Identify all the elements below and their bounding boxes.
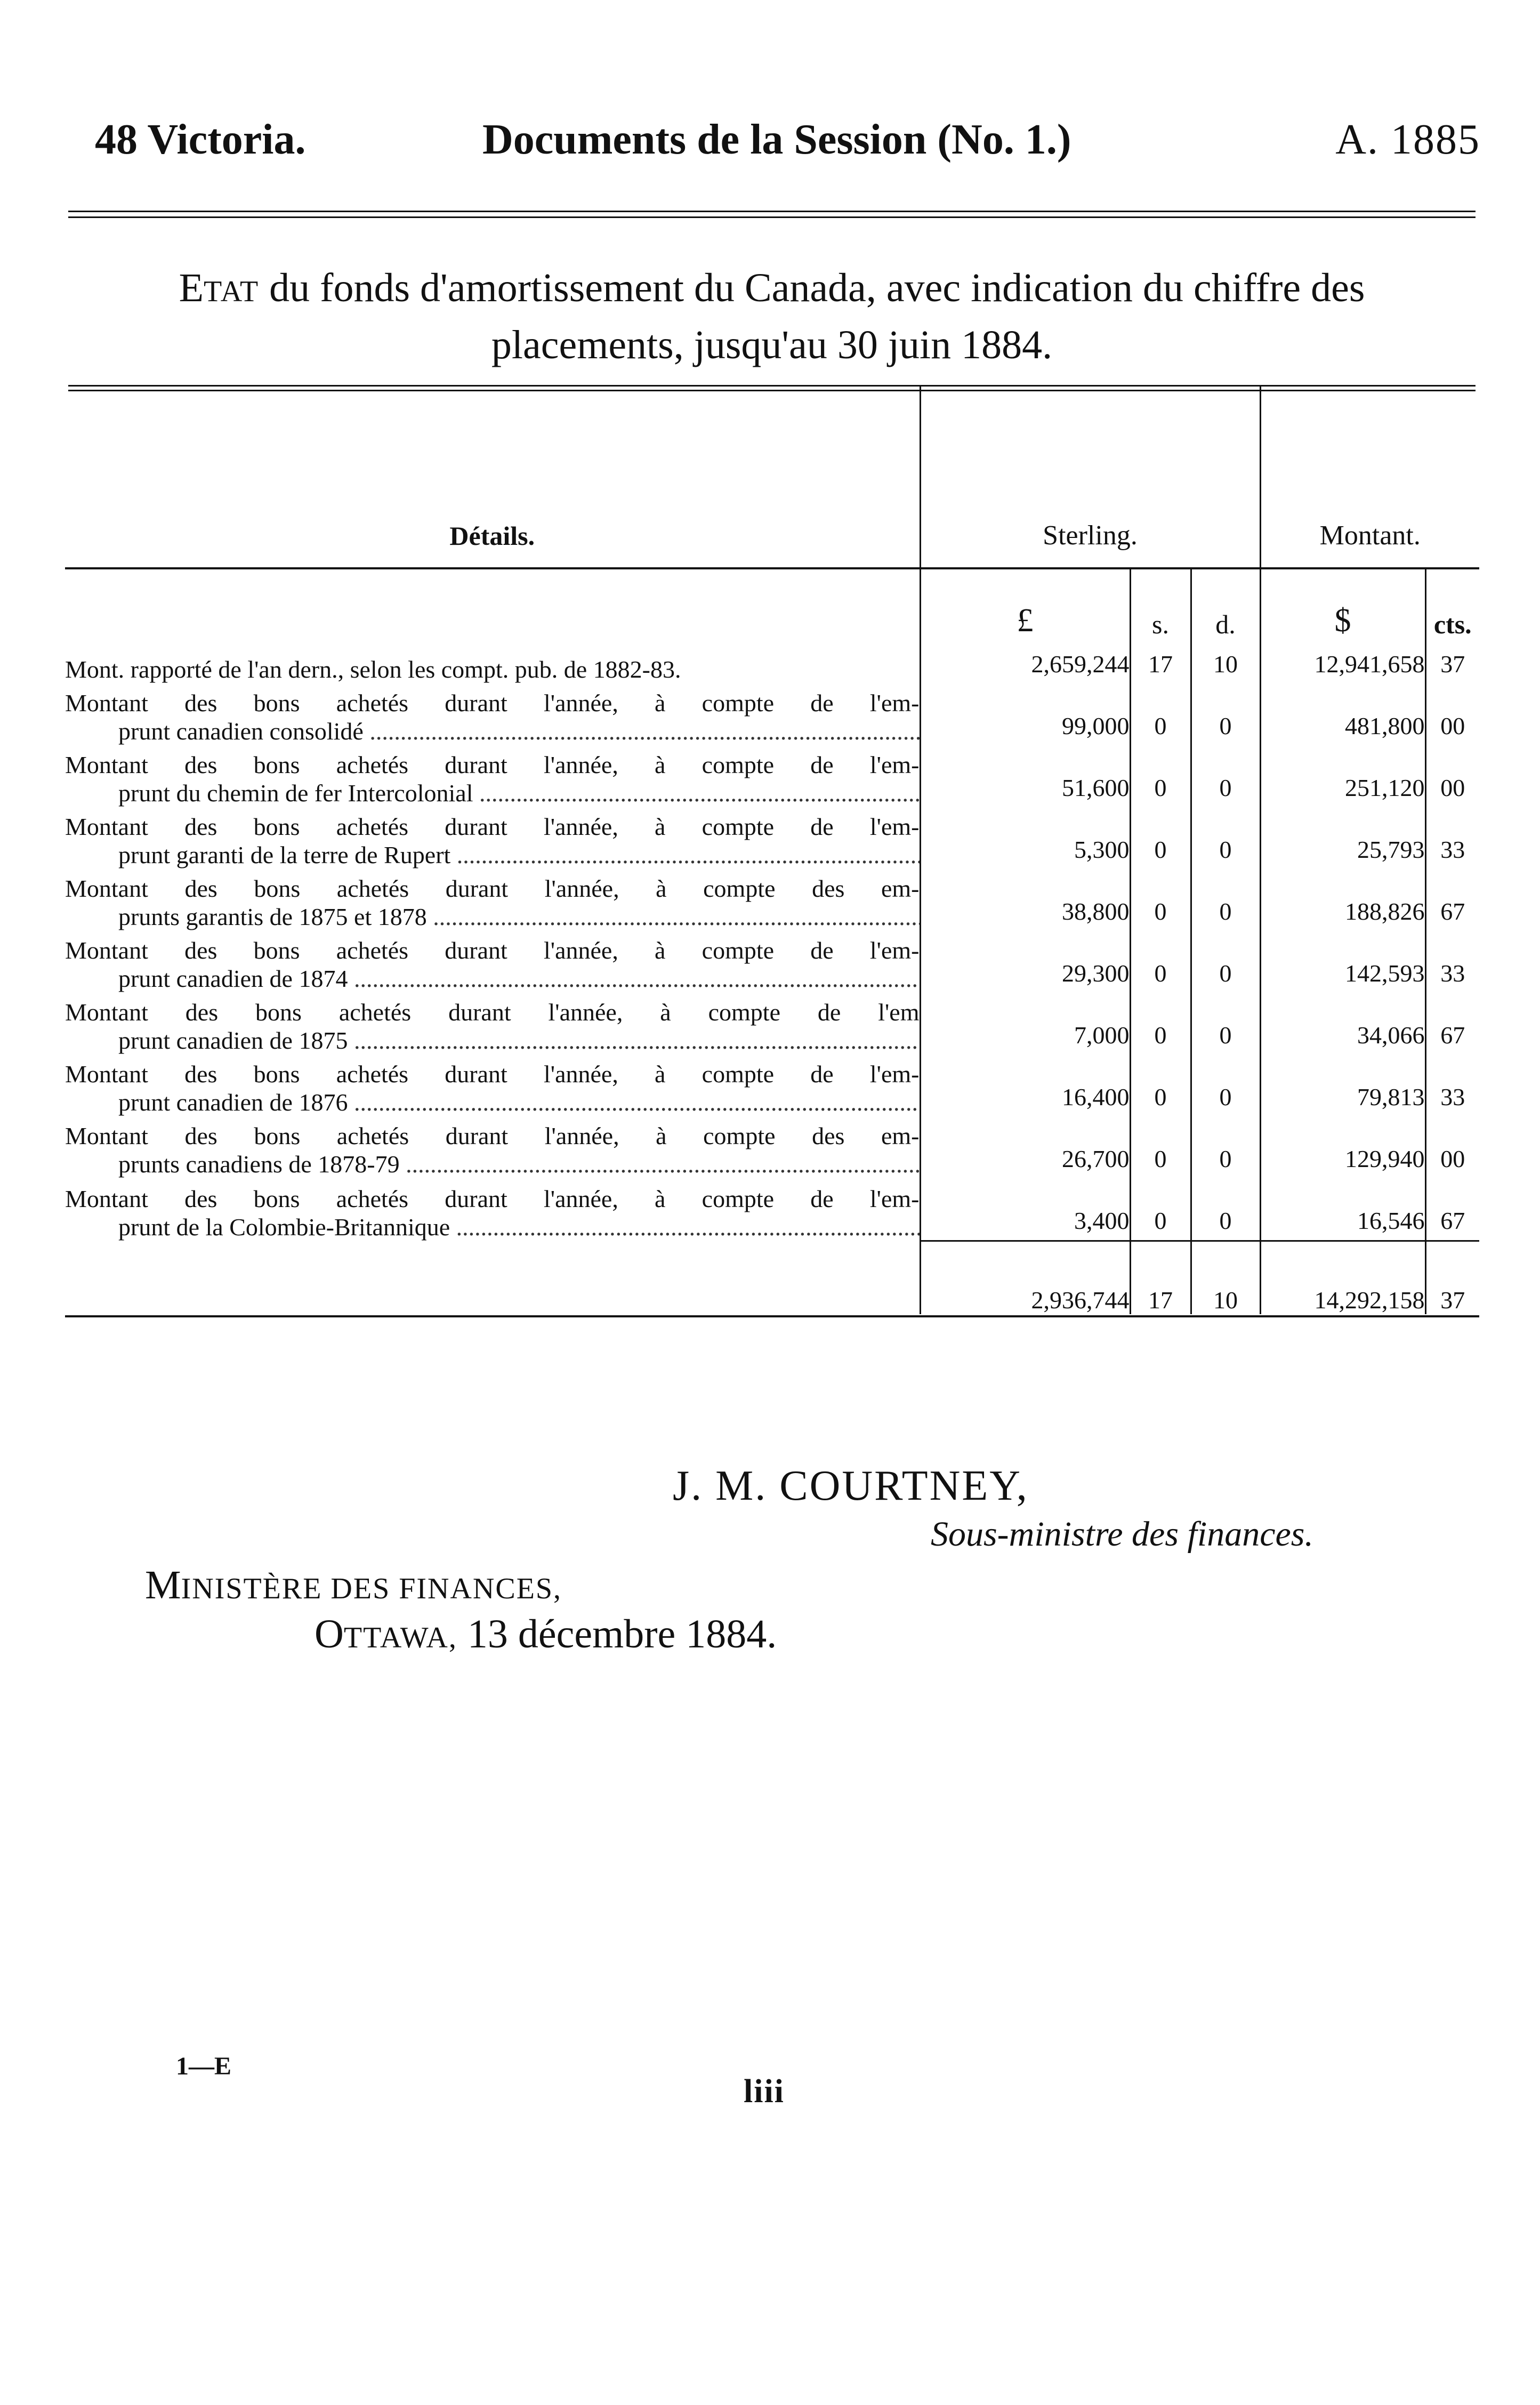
table-row <box>65 640 1479 683</box>
row-cents: 67 <box>1425 993 1479 1055</box>
row-shillings: 0 <box>1130 1116 1191 1178</box>
row-description-line2-text: prunt canadien de 1876 ..... <box>118 1089 920 1116</box>
place-smallcaps: TTAWA, <box>343 1621 457 1654</box>
row-description <box>65 745 920 807</box>
table-row <box>65 931 1479 993</box>
row-pence: 0 <box>1191 993 1260 1055</box>
row-description-line2 <box>65 1213 920 1241</box>
row-dollars: 188,826 <box>1260 869 1425 931</box>
row-pounds: 2,659,244 <box>920 640 1130 683</box>
row-dollars: 16,546 <box>1260 1178 1425 1241</box>
row-description-line2-text: prunt de la Colombie-Britannique ..... <box>118 1213 920 1241</box>
row-description-line2 <box>65 1026 920 1055</box>
row-description-line2 <box>65 779 920 807</box>
header-double-rule <box>68 211 1476 218</box>
table-row <box>65 745 1479 807</box>
row-pence: 0 <box>1191 931 1260 993</box>
running-header-center: Documents de la Session (No. 1.) <box>482 116 1071 163</box>
row-shillings: 0 <box>1130 807 1191 869</box>
row-description-line1: Montant des bons achetés durant l'année, à compte de l'em- <box>65 1060 920 1088</box>
row-cents: 33 <box>1425 931 1479 993</box>
row-description-line2-text: prunt garanti de la terre de Rupert ..... <box>118 841 920 868</box>
row-description-line1: Montant des bons achetés durant l'année, à compte des em- <box>65 875 920 902</box>
row-description-line1: Montant des bons achetés durant l'année, à compte de l'em- <box>65 1185 920 1212</box>
document-date: 13 décembre 1884. <box>457 1612 777 1656</box>
row-description-line2 <box>65 903 920 931</box>
title-initial: E <box>179 266 204 310</box>
running-header-left: 48 Victoria. <box>95 116 306 163</box>
row-description <box>65 993 920 1055</box>
total-cents: 37 <box>1425 1241 1479 1315</box>
sinking-fund-table <box>65 385 1479 1314</box>
title-line2: placements, jusqu'au 30 juin 1884. <box>491 323 1053 367</box>
row-dollars: 12,941,658 <box>1260 640 1425 683</box>
row-dollars: 142,593 <box>1260 931 1425 993</box>
row-dollars: 251,120 <box>1260 745 1425 807</box>
row-dollars: 481,800 <box>1260 683 1425 745</box>
row-description <box>65 1116 920 1178</box>
row-pounds: 5,300 <box>920 807 1130 869</box>
row-cents: 00 <box>1425 683 1479 745</box>
row-shillings: 0 <box>1130 1178 1191 1241</box>
row-description <box>65 807 920 869</box>
row-pounds: 16,400 <box>920 1055 1130 1116</box>
column-header-montant: Montant. <box>1260 385 1479 568</box>
row-shillings: 0 <box>1130 1055 1191 1116</box>
row-pence: 0 <box>1191 1178 1260 1241</box>
row-shillings: 0 <box>1130 745 1191 807</box>
row-dollars: 129,940 <box>1260 1116 1425 1178</box>
total-row <box>65 1241 1479 1315</box>
row-cents: 67 <box>1425 1178 1479 1241</box>
ministry-smallcaps: INISTÈRE DES FINANCES, <box>181 1572 562 1605</box>
column-header-details: Détails. <box>449 521 535 551</box>
row-pounds: 26,700 <box>920 1116 1130 1178</box>
row-pounds: 99,000 <box>920 683 1130 745</box>
row-pounds: 7,000 <box>920 993 1130 1055</box>
table-row <box>65 1055 1479 1116</box>
unit-shillings: s. <box>1130 569 1191 640</box>
place-initial: O <box>315 1612 344 1656</box>
row-description <box>65 1178 920 1241</box>
row-cents: 00 <box>1425 1116 1479 1178</box>
document-title <box>68 261 1476 372</box>
table-row <box>65 993 1479 1055</box>
signatory-title: Sous-ministre des finances. <box>931 1515 1313 1554</box>
row-cents: 67 <box>1425 869 1479 931</box>
column-header-sterling: Sterling. <box>920 385 1260 568</box>
row-pounds: 29,300 <box>920 931 1130 993</box>
row-shillings: 0 <box>1130 931 1191 993</box>
total-dollars: 14,292,158 <box>1260 1241 1425 1315</box>
row-shillings: 17 <box>1130 640 1191 683</box>
row-description <box>65 683 920 745</box>
row-description <box>65 931 920 993</box>
running-header-right: A. 1885 <box>1335 116 1480 163</box>
total-pounds: 2,936,744 <box>920 1241 1130 1315</box>
row-description-line1: Montant des bons achetés durant l'année, à compte de l'em- <box>65 751 920 778</box>
units-row <box>65 569 1479 640</box>
table-row <box>65 807 1479 869</box>
row-pence: 0 <box>1191 869 1260 931</box>
row-pounds: 51,600 <box>920 745 1130 807</box>
table-row <box>65 869 1479 931</box>
row-description-line2-text: prunt canadien de 1875 ..... <box>118 1027 920 1054</box>
row-description-line1: Montant des bons achetés durant l'année, à compte des em- <box>65 1122 920 1149</box>
row-pence: 0 <box>1191 807 1260 869</box>
row-description-line2 <box>65 1088 920 1116</box>
row-pence: 0 <box>1191 1055 1260 1116</box>
row-dollars: 79,813 <box>1260 1055 1425 1116</box>
row-description-line2 <box>65 964 920 993</box>
title-line1: du fonds d'amortissement du Canada, avec indication du chiffre des <box>259 266 1365 310</box>
table-row <box>65 1116 1479 1178</box>
row-pence: 10 <box>1191 640 1260 683</box>
row-pence: 0 <box>1191 683 1260 745</box>
row-description-line2 <box>65 717 920 745</box>
unit-pound: £ <box>920 569 1130 640</box>
ministry-initial: M <box>145 1563 181 1607</box>
page-number: liii <box>744 2073 785 2110</box>
unit-dollar: $ <box>1260 569 1425 640</box>
row-description-line2 <box>65 841 920 869</box>
row-description-line2 <box>65 1150 920 1178</box>
row-cents: 37 <box>1425 640 1479 683</box>
unit-cents: cts. <box>1425 569 1479 640</box>
row-description <box>65 1055 920 1116</box>
row-shillings: 0 <box>1130 993 1191 1055</box>
unit-pence: d. <box>1191 569 1260 640</box>
title-smallcaps: TAT <box>204 275 260 308</box>
row-cents: 00 <box>1425 745 1479 807</box>
row-description-line1: Montant des bons achetés durant l'année, à compte de l'em- <box>65 689 920 717</box>
row-description-line2-text: prunt canadien de 1874 ..... <box>118 965 920 992</box>
row-description-line1: Montant des bons achetés durant l'année, à compte de l'em <box>65 999 920 1026</box>
sheet-signature-mark: 1—E <box>176 2052 232 2080</box>
table-header-row <box>65 385 1479 568</box>
row-shillings: 0 <box>1130 869 1191 931</box>
row-description-line2-text: prunts canadiens de 1878-79 ..... <box>118 1151 920 1178</box>
row-pounds: 38,800 <box>920 869 1130 931</box>
row-cents: 33 <box>1425 1055 1479 1116</box>
row-cents: 33 <box>1425 807 1479 869</box>
table-row <box>65 1178 1479 1241</box>
place-date-line <box>315 1611 777 1658</box>
total-pence: 10 <box>1191 1241 1260 1315</box>
row-dollars: 34,066 <box>1260 993 1425 1055</box>
table-bottom-rule <box>65 1315 1479 1317</box>
ministry-line <box>145 1562 562 1608</box>
row-pence: 0 <box>1191 1116 1260 1178</box>
row-description-line2-text: prunts garantis de 1875 et 1878 ..... <box>118 903 920 930</box>
row-description-line2-text: prunt canadien consolidé ..... <box>118 718 920 745</box>
row-description <box>65 640 920 683</box>
row-description-line1: Mont. rapporté de l'an dern., selon les compt. pub. de 1882-83. <box>65 656 681 683</box>
row-dollars: 25,793 <box>1260 807 1425 869</box>
row-pounds: 3,400 <box>920 1178 1130 1241</box>
row-shillings: 0 <box>1130 683 1191 745</box>
total-shillings: 17 <box>1130 1241 1191 1315</box>
row-pence: 0 <box>1191 745 1260 807</box>
table-row <box>65 683 1479 745</box>
row-description <box>65 869 920 931</box>
row-description-line2-text: prunt du chemin de fer Intercolonial ..... <box>118 779 920 807</box>
signatory-name: J. M. COURTNEY, <box>673 1462 1029 1509</box>
row-description-line1: Montant des bons achetés durant l'année, à compte de l'em- <box>65 813 920 840</box>
row-description-line1: Montant des bons achetés durant l'année, à compte de l'em- <box>65 937 920 964</box>
